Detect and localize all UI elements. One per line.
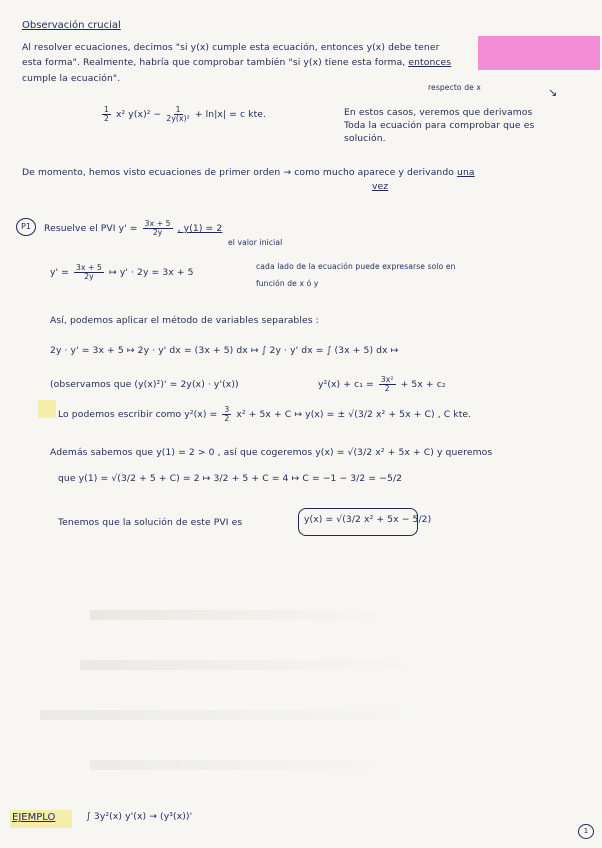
initial-condition: , y(1) = 2 (177, 222, 223, 234)
step-4b-tail: + 5x + c₂ (400, 378, 446, 390)
intro-line-2-end: entonces (408, 57, 452, 68)
pvi-fraction (143, 220, 173, 237)
step-5-tail: x² + 5x + C ↦ y(x) = ± √(3/2 x² + 5x + C) , C kte. (236, 408, 472, 420)
step-1-frac-num: 3x + 5 (76, 263, 102, 272)
bleed-through-4 (90, 760, 390, 770)
step-7: que y(1) = √(3/2 + 5 + C) = 2 ↦ 3/2 + 5 + C = 4 ↦ C = −1 − 3/2 = −5/2 (58, 473, 403, 484)
problem-statement (44, 220, 222, 237)
note-line-3: solución. (344, 133, 386, 144)
step-1-lead: y' = (50, 266, 69, 278)
step-4b-fraction (379, 376, 396, 393)
page-title: Observación crucial (22, 20, 121, 31)
initial-value-note: el valor inicial (228, 238, 283, 247)
problem-label: P1 (16, 218, 36, 236)
step-1 (50, 264, 194, 281)
intro-line-2-text: esta forma". Realmente, habría que comprobar también "si y(x) tiene esta forma, (22, 57, 406, 68)
intro-line-1 (22, 43, 439, 54)
step-4b-lead: y²(x) + c₁ = (318, 378, 374, 390)
problem-statement-text: Resuelve el PVI y' = (44, 222, 138, 234)
example-label: EJEMPLO (12, 812, 56, 823)
step-1-note-2: función de x ó y (256, 279, 319, 288)
step-2: Así, podemos aplicar el método de variables separables : (50, 315, 319, 326)
step-4b-den: 2 (384, 383, 390, 393)
step-3: 2y · y' = 3x + 5 ↦ 2y · y' dx = (3x + 5) dx ↦ ∫ 2y · y' dx = ∫ (3x + 5) dx ↦ (50, 345, 399, 356)
intro-line-3: cumple la ecuación". (22, 73, 121, 84)
step-5-fraction: $\frac{3}{2}$ (224, 405, 230, 423)
step-1-mid: ↦ y' · 2y = 3x + 5 (109, 266, 194, 278)
summary-vez: vez (372, 181, 389, 192)
pvi-frac-num: 3x + 5 (144, 219, 171, 228)
step-4a: (observamos que (y(x)²)' = 2y(x) · y'(x)) (50, 379, 239, 390)
intro-line-1-text: Al resolver ecuaciones, decimos "si y(x) cumple esta ecuación, entonces y(x) (22, 42, 386, 53)
equation-fraction: $\frac{1}{\text{2y(x)²}}$ (166, 105, 190, 123)
step-5-lead: Lo podemos escribir como y²(x) = (58, 408, 218, 420)
pvi-frac-den: 2y (152, 227, 163, 237)
note-line-1: En estos casos, veremos que derivamos (344, 107, 533, 118)
result-formula: y(x) = √(3/2 x² + 5x − 5/2) (304, 514, 432, 525)
equation-tail: + ln|x| = c kte. (194, 108, 267, 120)
intro-line-2 (22, 58, 451, 69)
bleed-through-2 (80, 660, 420, 670)
step-5 (58, 406, 471, 423)
summary-una: una (457, 167, 475, 178)
page-number: 1 (578, 824, 594, 839)
example-expression: ∫ 3y²(x) y'(x) → (y³(x))' (86, 811, 193, 822)
step-6: Además sabemos que y(1) = 2 > 0 , así que cogeremos y(x) = √(3/2 x² + 5x + C) y queremos (50, 447, 493, 458)
bleed-through-3 (40, 710, 420, 720)
intro-highlight-text: debe tener (388, 42, 440, 53)
bleed-through-1 (90, 610, 390, 620)
step-1-note-1: cada lado de la ecuación puede expresarse solo en (256, 262, 456, 271)
note-line-2: Toda la ecuación para comprobar que es (344, 120, 535, 131)
respecto-note: respecto de x (428, 83, 481, 92)
yellow-highlight-step (38, 400, 56, 418)
half-fraction: $\frac{1}{2}$ (104, 105, 109, 123)
step-4b-num: 3x² (380, 375, 394, 384)
respecto-arrow: ↘ (548, 86, 558, 99)
pink-highlight (478, 36, 600, 70)
step-4b (318, 376, 446, 393)
result-lead: Tenemos que la solución de este PVI es (58, 517, 243, 528)
step-1-frac-den: 2y (84, 271, 94, 281)
summary-line (22, 168, 475, 179)
equation-lead: x² y(x)² − (115, 108, 162, 120)
summary-text: De momento, hemos visto ecuaciones de primer orden → como mucho aparece y derivando (22, 167, 455, 178)
step-1-fraction (74, 264, 104, 281)
intro-equation (100, 106, 266, 123)
